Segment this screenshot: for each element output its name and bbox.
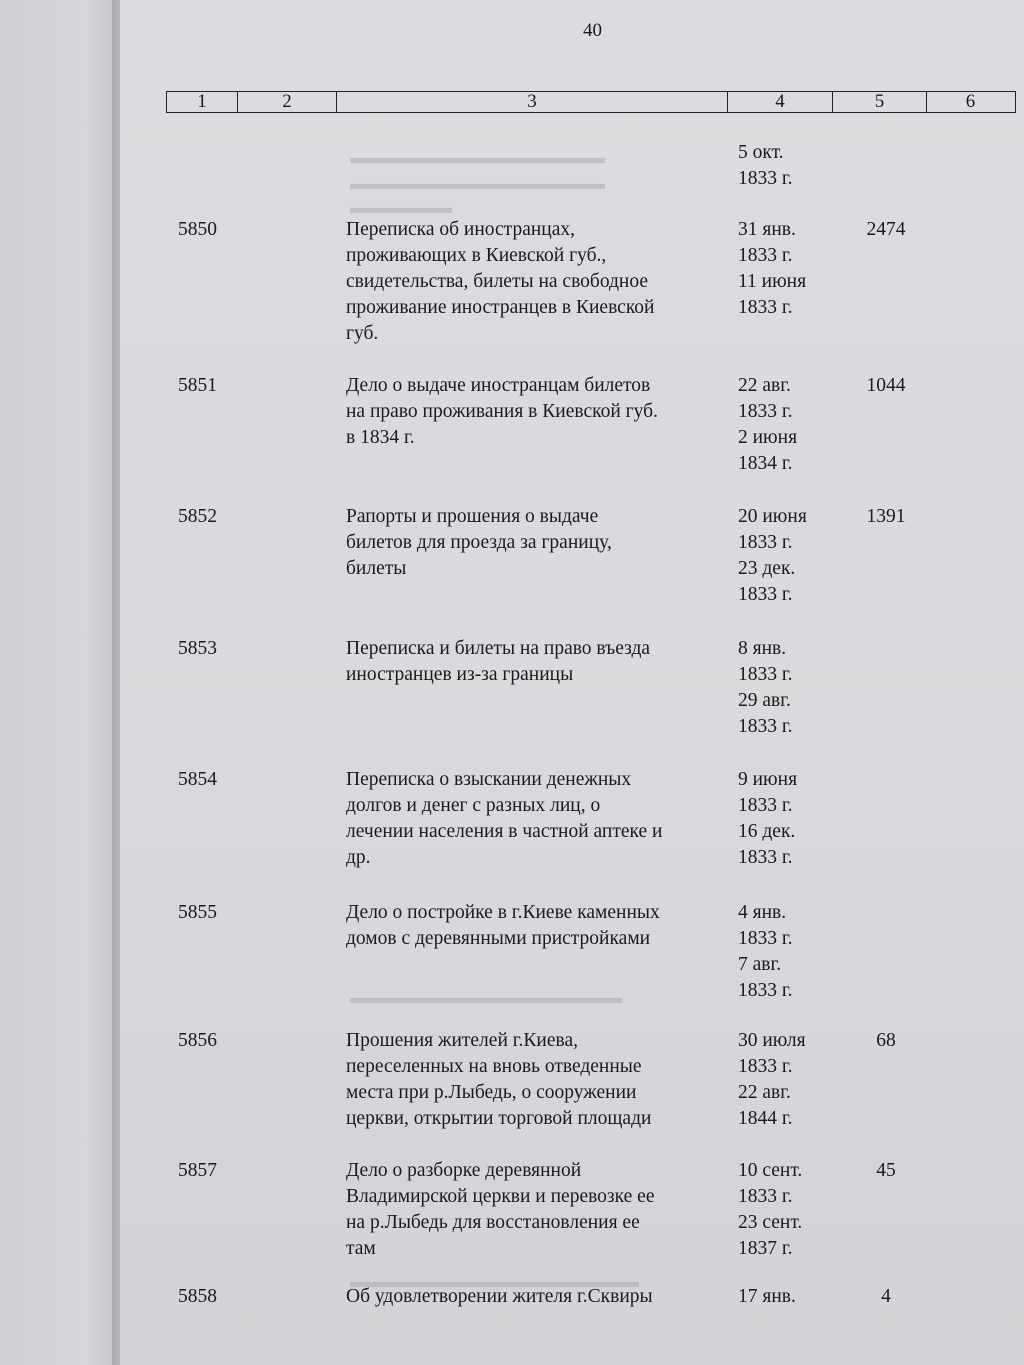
title-line: в 1834 г.: [346, 427, 415, 448]
row-dates: [738, 636, 830, 740]
title-line: места при р.Лыбедь, о сооружении: [346, 1082, 637, 1103]
bleed-through-text: ▬▬▬▬▬▬▬▬▬▬▬▬▬▬▬: [350, 174, 605, 193]
title-line: Переписка и билеты на право въезда: [346, 638, 651, 659]
title-line: проживание иностранцев в Киевской: [346, 297, 655, 318]
date-line: 1833 г.: [738, 795, 793, 816]
title-line: Дело о выдаче иностранцам билетов: [346, 375, 651, 396]
table-header: [166, 91, 1016, 113]
row-dates: [738, 504, 830, 608]
title-line: губ.: [346, 323, 379, 344]
header-col-6: 6: [965, 91, 976, 112]
date-line: 1833 г.: [738, 928, 793, 949]
title-line: Владимирской церкви и перевозке ее: [346, 1186, 655, 1207]
title-line: билетов для проезда за границу,: [346, 532, 612, 553]
row-dates: [738, 373, 830, 477]
row-sheets: 45: [876, 1160, 896, 1181]
row-dates: [738, 1028, 830, 1132]
title-line: домов с деревянными пристройками: [346, 928, 651, 949]
date-line: 8 янв.: [738, 638, 787, 659]
date-line: 11 июня: [738, 271, 807, 292]
date-line: 1833 г.: [738, 532, 793, 553]
row-title: [346, 636, 726, 688]
row-sheets: 1044: [866, 375, 906, 396]
bleed-through-text: ▬▬▬▬▬▬: [350, 198, 452, 217]
date-line: 16 дек.: [738, 821, 796, 842]
title-line: Переписка о взыскании денежных: [346, 769, 632, 790]
title-line: др.: [346, 847, 371, 868]
bleed-through-text: ▬▬▬▬▬▬▬▬▬▬▬▬▬▬▬▬▬: [350, 1272, 639, 1291]
row-number: 5858: [178, 1286, 217, 1307]
title-line: переселенных на вновь отведенные: [346, 1056, 642, 1077]
date-line: 1833 г.: [738, 584, 793, 605]
date-line: 1833 г.: [738, 847, 793, 868]
date-line: 1833 г.: [738, 1186, 793, 1207]
date-line: 29 авг.: [738, 690, 791, 711]
previous-page-edge: [0, 0, 120, 1365]
date-line: 7 авг.: [738, 954, 782, 975]
row-title: [346, 900, 726, 952]
title-line: Прошения жителей г.Киева,: [346, 1030, 579, 1051]
date-line: 1833 г.: [738, 168, 793, 189]
header-col-3: 3: [337, 92, 728, 112]
date-line: 22 авг.: [738, 375, 791, 396]
row-sheets: 4: [881, 1286, 891, 1307]
title-line: Рапорты и прошения о выдаче: [346, 506, 599, 527]
row-title: [346, 1158, 726, 1262]
date-line: 9 июня: [738, 769, 798, 790]
row-number: 5857: [178, 1160, 217, 1181]
title-line: церкви, открытии торговой площади: [346, 1108, 652, 1129]
row-dates: [738, 1158, 830, 1262]
row-number: 5851: [178, 375, 217, 396]
row-dates: [738, 900, 830, 1004]
date-line: 1833 г.: [738, 401, 793, 422]
date-line: 10 сент.: [738, 1160, 803, 1181]
date-line: 5 окт.: [738, 142, 784, 163]
date-line: 1833 г.: [738, 297, 793, 318]
row-title: [346, 504, 726, 582]
date-line: 1844 г.: [738, 1108, 793, 1129]
date-line: 23 сент.: [738, 1212, 803, 1233]
header-col-4: 4: [728, 92, 833, 112]
date-line: 30 июля: [738, 1030, 806, 1051]
title-line: свидетельства, билеты на свободное: [346, 271, 649, 292]
row-title: [346, 373, 726, 451]
title-line: лечении населения в частной аптеке и: [346, 821, 663, 842]
title-line: Переписка об иностранцах,: [346, 219, 576, 240]
bleed-through-text: ▬▬▬▬▬▬▬▬▬▬▬▬▬▬▬: [350, 148, 605, 167]
row-title: [346, 217, 726, 347]
bleed-through-text: ▬▬▬▬▬▬▬▬▬▬▬▬▬▬▬▬: [350, 988, 622, 1007]
date-line: 17 янв.: [738, 1286, 796, 1307]
row-title: [346, 1028, 726, 1132]
date-line: 1837 г.: [738, 1238, 793, 1259]
title-line: билеты: [346, 558, 407, 579]
row-number: 5855: [178, 902, 217, 923]
title-line: проживающих в Киевской губ.,: [346, 245, 607, 266]
date-line: 2 июня: [738, 427, 798, 448]
row-title: [346, 1284, 726, 1310]
title-line: иностранцев из-за границы: [346, 664, 574, 685]
date-line: 1833 г.: [738, 716, 793, 737]
page-number: 40: [583, 20, 602, 41]
title-line: Об удовлетворении жителя г.Сквиры: [346, 1286, 653, 1307]
date-line: 1833 г.: [738, 664, 793, 685]
date-line: 1833 г.: [738, 980, 793, 1001]
header-col-5: 5: [833, 92, 927, 112]
row-number: 5856: [178, 1030, 217, 1051]
date-line: 20 июня: [738, 506, 807, 527]
row-dates: [738, 140, 830, 192]
row-number: 5853: [178, 638, 217, 659]
row-sheets: 1391: [866, 506, 906, 527]
title-line: там: [346, 1238, 376, 1259]
row-dates: [738, 767, 830, 871]
row-number: 5852: [178, 506, 217, 527]
title-line: Дело о постройке в г.Киеве каменных: [346, 902, 660, 923]
header-col-2: 2: [238, 92, 337, 112]
title-line: долгов и денег с разных лиц, о: [346, 795, 601, 816]
date-line: 1833 г.: [738, 245, 793, 266]
date-line: 31 янв.: [738, 219, 796, 240]
date-line: 23 дек.: [738, 558, 796, 579]
title-line: на право проживания в Киевской губ.: [346, 401, 658, 422]
title-line: Дело о разборке деревянной: [346, 1160, 582, 1181]
title-line: на р.Лыбедь для восстановления ее: [346, 1212, 640, 1233]
row-sheets: 68: [876, 1030, 896, 1051]
date-line: 1833 г.: [738, 1056, 793, 1077]
row-title: [346, 767, 726, 871]
row-dates: [738, 1284, 830, 1310]
row-sheets: 2474: [866, 219, 906, 240]
row-number: 5850: [178, 219, 217, 240]
date-line: 22 авг.: [738, 1082, 791, 1103]
date-line: 1834 г.: [738, 453, 793, 474]
row-dates: [738, 217, 830, 321]
header-col-1: 1: [167, 92, 238, 112]
row-number: 5854: [178, 769, 217, 790]
date-line: 4 янв.: [738, 902, 787, 923]
